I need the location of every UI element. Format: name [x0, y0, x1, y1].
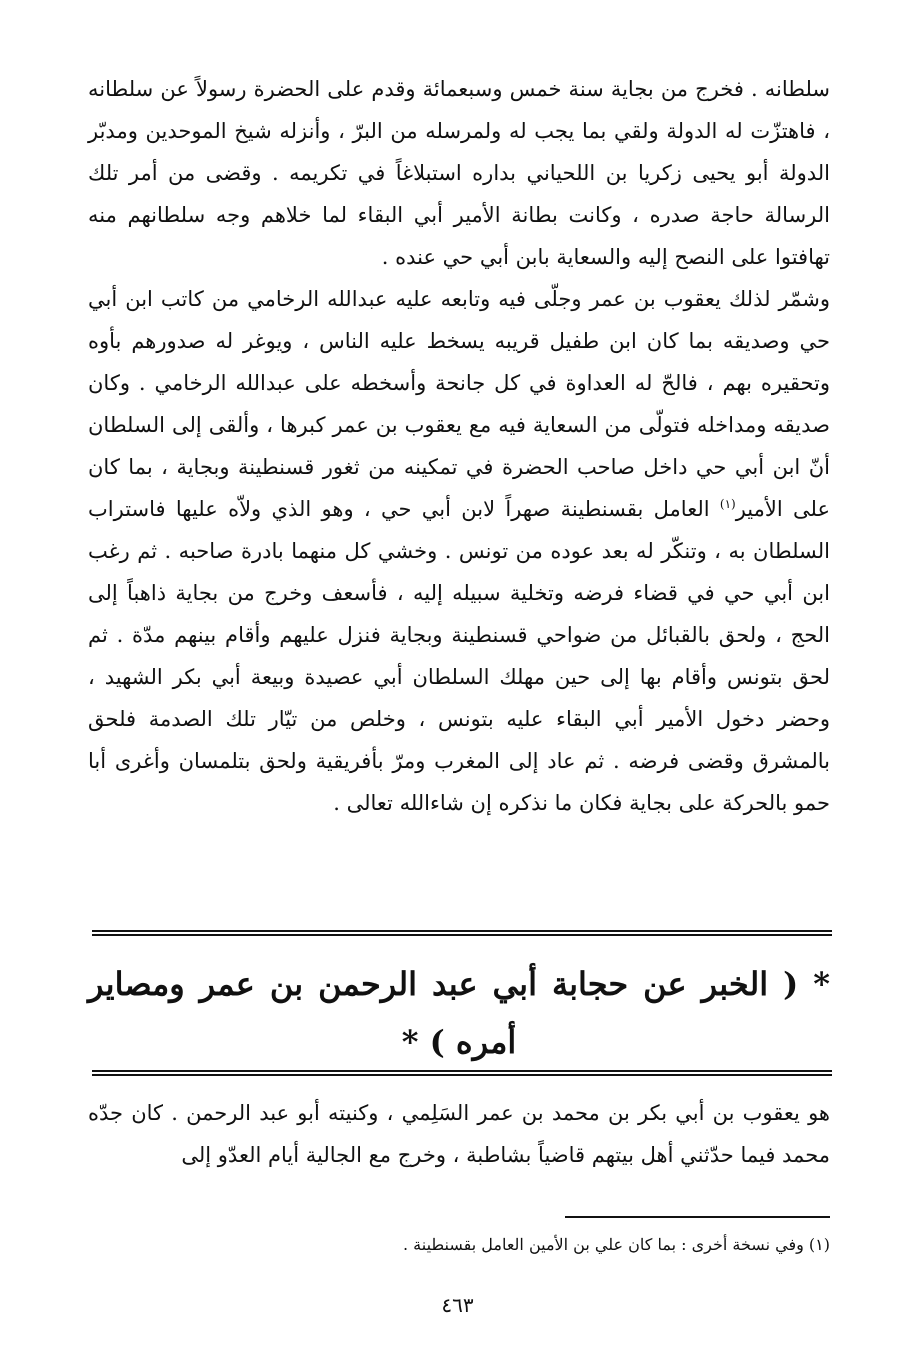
paragraph-2-continuation: العامل بقسنطينة صهراً لابن أبي حي ، وهو الذي ولاّه عليها فاستراب السلطان به ، وتنكّر له بعد عوده من تونس . وخشي كل منهما بادرة صاحبه . ثم رغب ابن أبي حي في قضاء فرضه وتخلية سبيله إليه ، فأسعف وخرج من بجاية ذاهباً إلى الحج ، ولحق بالقبائل من ضواحي قسنطينة وبجاية فنزل عليهم وأقام بينهم مدّة . ثم لحق بتونس وأقام بها إلى حين مهلك السلطان أبي عصيدة وبيعة أبي بكر الشهيد ، وحضر دخول الأمير أبي البقاء عليه بتونس ، وخلص من تيّار تلك الصدمة فلحق بالمشرق وقضى فرضه . ثم عاد إلى المغرب ومرّ بأفريقية ولحق بتلمسان وأغرى أبا حمو بالحركة على بجاية فكان ما نذكره إن شاءالله تعالى .: [88, 497, 830, 815]
section-heading-line-2: أمره ) *: [401, 1023, 517, 1061]
footnote-text: (١) وفي نسخة أخرى : بما كان علي بن الأمين العامل بقسنطينة .: [402, 1235, 830, 1254]
paragraph-2: [88, 278, 830, 824]
footnote-marker[interactable]: (١): [719, 497, 736, 511]
section-heading-line-1: * ( الخبر عن حجابة أبي عبد الرحمن بن عمر ومصاير: [88, 965, 830, 1003]
biography-text: هو يعقوب بن أبي بكر بن محمد بن عمر السَلِمي ، وكنيته أبو عبد الرحمن . كان جدّه محمد فيما حدّثني أهل بيتهم قاضياً بشاطبة ، وخرج مع الجالية أيام العدّو إلى: [88, 1101, 830, 1167]
heading-bottom-rule: [92, 1070, 832, 1076]
section-heading: [88, 955, 830, 1071]
main-body-text: [88, 68, 830, 824]
paragraph-2-text: وشمّر لذلك يعقوب بن عمر وجلّى فيه وتابعه عليه عبدالله الرخامي من كاتب ابن أبي حي وصديقه بما كان ابن طفيل قريبه يسخط عليه الناس ، ويوغر له صدورهم بأوه وتحقيره بهم ، فالحّ له العداوة في كل جانحة وأسخطه على عبدالله الرخامي . وكان صديقه ومداخله فتولّى من السعاية فيه مع يعقوب بن عمر كبرها ، وألقى إلى السلطان أنّ ابن أبي حي داخل صاحب الحضرة في تمكينه من ثغور قسنطينة وبجاية ، بما كان على الأمير: [88, 287, 830, 521]
footnote-separator: [565, 1216, 830, 1218]
heading-top-rule: [92, 930, 832, 936]
page-number: ٤٦٣: [441, 1293, 474, 1317]
paragraph-1: سلطانه . فخرج من بجاية سنة خمس وسبعمائة وقدم على الحضرة رسولاً عن سلطانه ، فاهتزّت له الدولة ولقي بما يجب له ولمرسله من البرّ ، وأنزله شيخ الموحدين ومدبّر الدولة أبو يحيى زكريا بن اللحياني بداره استبلاغاً في تكريمه . وقضى من أمر تلك الرسالة حاجة صدره ، وكانت بطانة الأمير أبي البقاء لما خلاهم وجه سلطانهم منه تهافتوا على النصح إليه والسعاية بابن أبي حي عنده .: [88, 77, 830, 269]
